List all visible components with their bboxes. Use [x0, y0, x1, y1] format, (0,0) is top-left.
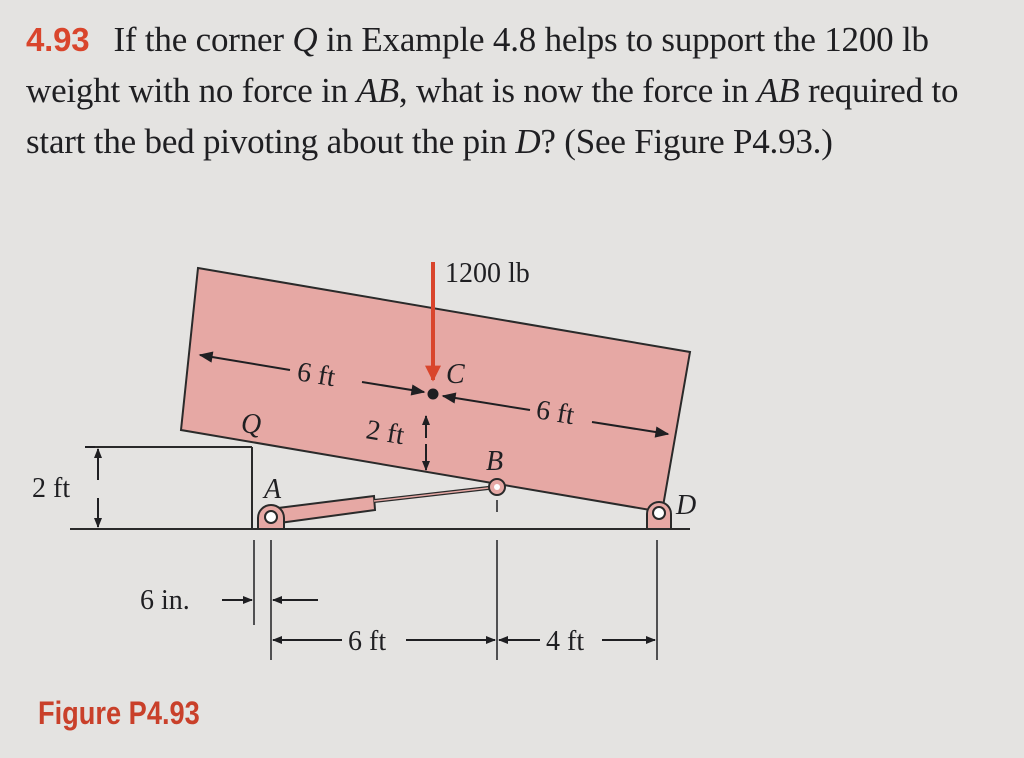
actuator-cylinder [270, 496, 375, 524]
point-a-label: A [264, 474, 282, 505]
point-q-ref: Q [292, 20, 318, 59]
dim-2ft-left-label: 2 ft [32, 473, 71, 504]
problem-text-2: in Example 4.8 helps to support the 1200 lb weight with no force in [26, 20, 929, 110]
dim-bottom-6ft-label: 6 ft [348, 626, 387, 657]
point-q-label: Q [241, 409, 262, 440]
problem-text-4: required to start the bed pivoting about the pin [26, 71, 959, 161]
problem-text-5: ? (See Figure P4.93.) [540, 122, 833, 161]
dim-6ft-left-label: 6 ft [294, 356, 338, 394]
point-b-label: B [486, 446, 504, 477]
point-d-label: D [676, 490, 697, 521]
member-ab-ref-2: AB [757, 71, 800, 110]
member-ab-ref-1: AB [356, 71, 399, 110]
dim-bottom-4ft-label: 4 ft [546, 626, 585, 657]
pin-d [647, 502, 671, 529]
actuator-rod-inner [374, 487, 497, 501]
load-label: 1200 lb [445, 258, 530, 289]
dim-2ft-center-label: 2 ft [363, 414, 407, 452]
pin-d-ref: D [515, 122, 541, 161]
pin-b [489, 479, 505, 495]
dim-6in-label: 6 in. [140, 585, 190, 616]
point-c-label: C [446, 359, 465, 390]
problem-text-3: , what is now the force in [398, 71, 758, 110]
point-c-dot [428, 389, 439, 400]
problem-number: 4.93 [26, 21, 90, 58]
problem-text-1: If the corner [113, 20, 293, 59]
figure-caption: Figure P4.93 [38, 695, 200, 731]
dim-6ft-right-label: 6 ft [533, 394, 577, 432]
pin-a [258, 505, 284, 529]
